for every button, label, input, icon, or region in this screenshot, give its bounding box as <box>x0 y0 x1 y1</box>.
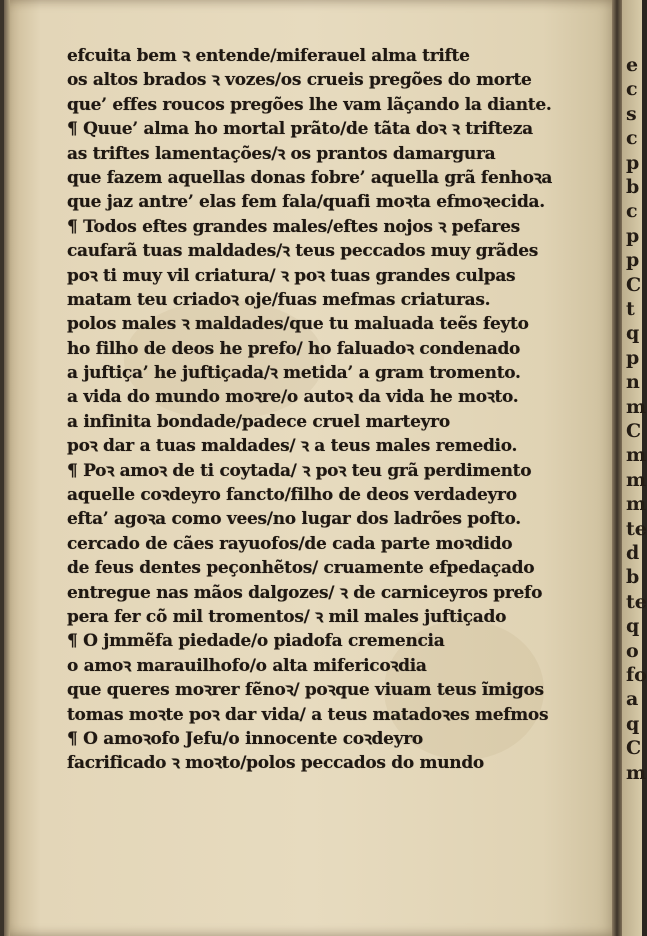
right-page-letter: b <box>626 566 640 589</box>
text-line: a juftiça’ he juftiçada/ꝛ metida’ a gram tromento. <box>67 363 521 384</box>
text-line: pera fer cõ mil tromentos/ ꝛ mil males juftiçado <box>67 606 507 627</box>
text-line: efta’ agoꝛa como vees/no lugar dos ladrões pofto. <box>67 509 521 530</box>
right-page-letter: b <box>626 176 640 198</box>
text-line: o amoꝛ marauilhofo/o alta mifericoꝛdia <box>67 655 427 676</box>
right-page-letter: a <box>626 688 639 711</box>
right-page-letter: d <box>626 542 640 564</box>
text-line: que fazem aquellas donas fobre’ aquella grã fenhoꝛa <box>67 167 553 188</box>
text-line: entregue nas mãos dalgozes/ ꝛ de carniceyros prefo <box>67 582 543 603</box>
text-line: a infinita bondade/padece cruel marteyro <box>67 411 450 432</box>
text-line: as triftes lamentações/ꝛ os prantos damargura <box>67 143 496 164</box>
text-line: poꝛ dar a tuas maldades/ ꝛ a teus males remedio. <box>67 436 518 457</box>
right-page-letter: te <box>626 590 647 613</box>
right-page-letter: q <box>626 712 640 735</box>
text-line: caufarã tuas maldades/ꝛ teus peccados muy grãdes <box>67 241 539 262</box>
left-page <box>4 0 616 936</box>
right-page-letter: t <box>626 298 635 320</box>
right-page-letter: p <box>626 249 640 272</box>
text-line: que jaz antre’ elas fem fala/quafi moꝛta efmoꝛecida. <box>67 192 545 213</box>
text-line: aquelle coꝛdeyro fancto/filho de deos verdadeyro <box>67 485 517 506</box>
right-page-letter: C <box>626 737 642 760</box>
text-line: ¶ Poꝛ amoꝛ de ti coytada/ ꝛ poꝛ teu grã perdimento <box>67 460 532 481</box>
text-line: matam teu criadoꝛ oje/fuas mefmas criaturas. <box>67 289 491 310</box>
right-page-letter: c <box>626 127 638 150</box>
page-text-block <box>67 44 607 776</box>
right-page-letter: s <box>626 102 637 125</box>
text-line: efcuita bem ꝛ entende/miferauel alma trifte <box>67 46 470 66</box>
right-page-letter: m <box>626 493 647 516</box>
right-page-letter: m <box>626 468 647 491</box>
right-page-letter: e <box>626 54 639 76</box>
text-line: ¶ Todos eftes grandes males/eftes nojos ꝛ pefares <box>67 216 520 237</box>
text-line: ¶ Quue’ alma ho mortal prãto/de tãta doꝛ ꝛ trifteza <box>67 119 533 140</box>
right-page-letter: p <box>626 151 640 174</box>
text-line: de feus dentes peçonhẽtos/ cruamente efpedaçado <box>67 558 535 579</box>
right-page-letter: m <box>626 395 647 418</box>
right-page-letter: n <box>626 371 640 394</box>
text-line: poꝛ ti muy vil criatura/ ꝛ poꝛ tuas grandes culpas <box>67 265 516 286</box>
right-page-letter: c <box>626 200 638 223</box>
right-page-letter: p <box>626 224 640 247</box>
text-line: ¶ O amoꝛofo Jefu/o innocente coꝛdeyro <box>67 728 423 749</box>
text-line: facrificado ꝛ moꝛto/polos peccados do mundo <box>67 753 484 774</box>
text-line: os altos brados ꝛ vozes/os crueis pregões do morte <box>67 70 532 91</box>
right-page-letter: te <box>626 517 647 540</box>
text-line: polos males ꝛ maldades/que tu maluada teẽs feyto <box>67 314 529 335</box>
right-page-letter: m <box>626 761 647 784</box>
left-page-edge <box>4 0 10 936</box>
text-line: que’ effes roucos pregões lhe vam lãçando la diante. <box>67 94 552 115</box>
right-page-letter: q <box>626 615 640 638</box>
right-page-letter: q <box>626 322 640 345</box>
right-page-letter: m <box>626 444 647 467</box>
right-page-letter: C <box>626 273 642 296</box>
right-page-letter: fo <box>626 664 647 686</box>
right-page-letter: C <box>626 420 642 442</box>
text-line: que queres moꝛrer fẽnoꝛ/ poꝛque viuam teus ĩmigos <box>67 680 544 701</box>
text-line: ¶ O jmmẽfa piedade/o piadofa cremencia <box>67 631 445 652</box>
text-line: cercado de cães rayuofos/de cada parte moꝛdido <box>67 533 513 554</box>
book-gutter <box>612 0 622 936</box>
text-line: tomas moꝛte poꝛ dar vida/ a teus matadoꝛes mefmos <box>67 704 549 725</box>
right-page-letter: c <box>626 78 638 101</box>
right-page-edge <box>622 0 647 936</box>
text-line: a vida do mundo moꝛre/o autoꝛ da vida he moꝛto. <box>67 387 519 408</box>
text-line: ho filho de deos he prefo/ ho faluadoꝛ condenado <box>67 338 521 359</box>
right-page-letter: o <box>626 639 639 662</box>
right-page-letter: p <box>626 346 640 369</box>
